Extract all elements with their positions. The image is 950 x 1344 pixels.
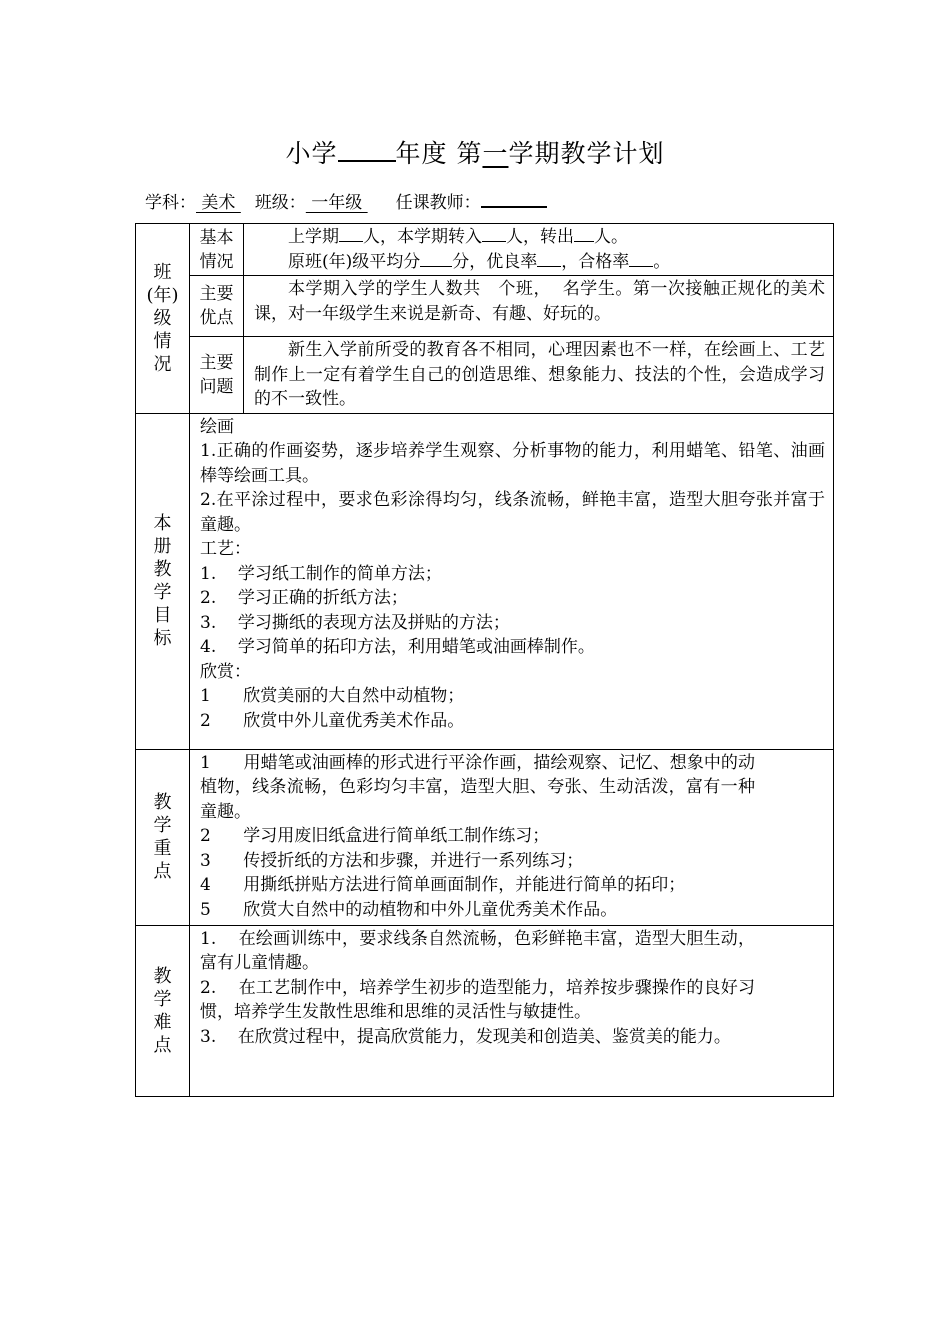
subject-label: 学科： <box>145 193 196 213</box>
goals-line: 2 欣赏中外儿童优秀美术作品。 <box>200 710 465 731</box>
key-point-line: 4 用撕纸拼贴方法进行简单画面制作，并能进行简单的拓印； <box>200 875 686 895</box>
class-situation-heading <box>136 224 190 414</box>
heading-char: 册 <box>153 536 172 557</box>
heading-char: 点 <box>153 1034 172 1056</box>
text-segment: 分，优良率 <box>452 251 538 272</box>
label-line: 主要 <box>199 352 234 373</box>
problems-text: 新生入学前所受的教育各不相同，心理因素也不一样，在绘画上、工艺制作上一定有着学生自己的创造思维、想象能力、技法的个性，会造成学习的不一致性。 <box>254 340 825 409</box>
heading-char: 教 <box>153 792 172 813</box>
label-line: 主要 <box>199 284 234 304</box>
goals-content <box>190 413 834 749</box>
problems-label <box>190 337 244 414</box>
count-blank <box>482 225 506 242</box>
heading-char: 况 <box>153 353 172 375</box>
difficult-points-heading <box>136 925 190 1096</box>
heading-char: 学 <box>153 815 172 836</box>
basic-info-row <box>136 224 834 276</box>
heading-char: 标 <box>153 628 172 649</box>
difficult-points-row <box>136 925 834 1096</box>
difficult-point-line: 1. 在绘画训练中，要求线条自然流畅，色彩鲜艳丰富，造型大胆生动，富有儿童情趣。 <box>200 928 755 973</box>
basic-info-content <box>244 224 834 276</box>
key-point-line: 2 学习用废旧纸盒进行简单纸工制作练习； <box>200 826 550 846</box>
count-blank <box>574 225 594 242</box>
heading-char: 教 <box>153 559 172 580</box>
class-label: 班级： <box>254 193 306 213</box>
title-middle: 年度 第 <box>395 139 483 168</box>
subject-value: 美术 <box>196 193 241 213</box>
problems-content <box>244 337 834 414</box>
goals-line: 1 欣赏美丽的大自然中动植物； <box>200 686 465 706</box>
teaching-plan-table <box>135 223 834 1097</box>
page-title <box>0 134 950 170</box>
strengths-label <box>190 276 244 337</box>
goals-line: 2. 学习正确的折纸方法； <box>200 588 408 608</box>
heading-char: 点 <box>153 861 172 882</box>
goals-line: 2.在平涂过程中，要求色彩涂得均匀，线条流畅，鲜艳丰富，造型大胆夸张并富于童趣。 <box>200 490 825 535</box>
rate-blank <box>629 250 653 267</box>
key-point-line: 3 传授折纸的方法和步骤，并进行一系列练习； <box>200 850 584 871</box>
key-point-line: 1 用蜡笔或油画棒的形式进行平涂作画，描绘观察、记忆、想象中的动植物，线条流畅，色彩均匀丰富，造型大胆、夸张、生动活泼，富有一种童趣。 <box>200 752 755 822</box>
goals-line: 工艺： <box>200 539 251 559</box>
text-segment: 。 <box>653 251 671 272</box>
goals-line: 3. 学习撕纸的表现方法及拼贴的方法； <box>200 612 510 633</box>
text-segment: 人。 <box>594 227 628 247</box>
teacher-label: 任课教师： <box>395 193 481 213</box>
goals-line: 欣赏： <box>200 661 251 682</box>
heading-char: 教 <box>153 965 172 987</box>
heading-char: 目 <box>153 605 172 626</box>
difficult-points-content <box>190 925 834 1096</box>
key-point-line: 5 欣赏大自然中的动植物和中外儿童优秀美术作品。 <box>200 899 618 920</box>
rate-blank <box>537 250 561 267</box>
class-value: 一年级 <box>305 193 368 213</box>
label-line: 问题 <box>199 376 234 397</box>
heading-char: 难 <box>153 1011 172 1033</box>
teacher-blank <box>481 192 547 208</box>
text-segment: ，合格率 <box>561 251 630 272</box>
goals-line: 1.正确的作画姿势，逐步培养学生观察、分析事物的能力，利用蜡笔、铅笔、油画棒等绘画工具。 <box>200 441 825 486</box>
basic-info-label <box>190 224 244 276</box>
title-suffix: 学期教学计划 <box>508 139 665 168</box>
goals-row <box>136 413 834 749</box>
year-blank <box>338 138 396 162</box>
score-blank <box>420 250 452 267</box>
key-points-row <box>136 749 834 925</box>
text-segment: 人，转出 <box>506 227 574 247</box>
goals-line: 绘画 <box>200 416 234 437</box>
label-line: 情况 <box>199 251 234 272</box>
subject-info-line <box>145 188 547 213</box>
count-blank <box>339 225 363 242</box>
strengths-text: 本学期入学的学生人数共 个班， 名学生。第一次接触正规化的美术课，对一年级学生来说是新奇、有趣、好玩的。 <box>254 279 825 324</box>
heading-char: 重 <box>153 838 172 859</box>
difficult-point-line: 2. 在工艺制作中，培养学生初步的造型能力，培养按步骤操作的良好习惯，培养学生发散性思维和思维的灵活性与敏捷性。 <box>200 977 755 1022</box>
text-segment: 人，本学期转入 <box>363 227 482 247</box>
title-term: 一 <box>482 139 509 168</box>
goals-line: 1. 学习纸工制作的简单方法； <box>200 563 442 584</box>
label-line: 优点 <box>199 308 234 328</box>
strengths-row <box>136 276 834 337</box>
goals-heading <box>136 413 190 749</box>
heading-char: 学 <box>153 582 172 603</box>
heading-char: (年) <box>146 284 179 306</box>
strengths-content <box>244 276 834 337</box>
basic-info-line-2 <box>254 250 825 275</box>
basic-info-line-1 <box>254 225 825 250</box>
problems-row <box>136 337 834 414</box>
heading-char: 级 <box>153 307 172 329</box>
heading-char: 班 <box>153 261 172 283</box>
heading-char: 情 <box>153 330 172 352</box>
key-points-content <box>190 749 834 925</box>
text-segment: 上学期 <box>288 227 339 247</box>
title-prefix: 小学 <box>285 139 338 168</box>
difficult-point-line: 3. 在欣赏过程中，提高欣赏能力，发现美和创造美、鉴赏美的能力。 <box>200 1026 731 1047</box>
label-line: 基本 <box>199 227 234 248</box>
key-points-heading <box>136 749 190 925</box>
heading-char: 学 <box>153 988 172 1010</box>
goals-line: 4. 学习简单的拓印方法，利用蜡笔或油画棒制作。 <box>200 637 595 657</box>
heading-char: 本 <box>153 513 172 534</box>
text-segment: 原班(年)级平均分 <box>288 251 421 272</box>
